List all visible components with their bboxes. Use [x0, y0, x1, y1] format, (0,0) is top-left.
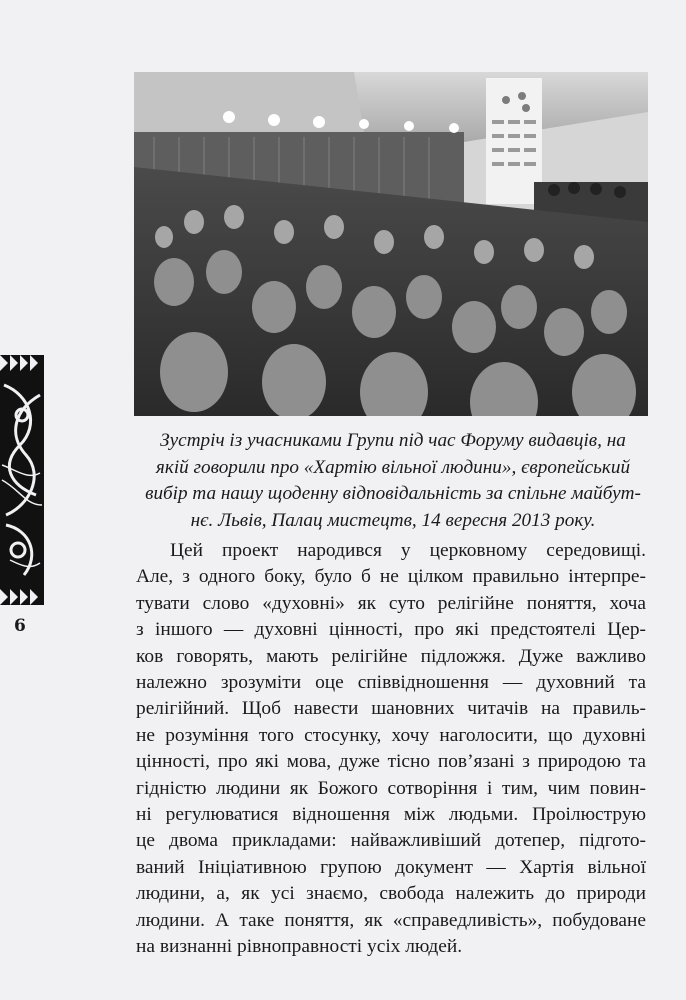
text-line: ков говорять, мають релігійне підложжя. Дуже важливо [136, 645, 646, 667]
text-line: ваний Ініціативною групою документ — Хартія вільної [136, 856, 646, 878]
forum-hall-photo [134, 72, 648, 416]
caption-line: нє. Львів, Палац мистецтв, 14 вересня 2013 року. [190, 509, 596, 531]
text-line: людини. А таке поняття, як «справедливість», побудоване [136, 909, 646, 931]
text-line: релігійний. Щоб навести шановних читачів на правиль- [136, 698, 646, 720]
text-line: це двома прикладами: найважливіший дотепер, підгото- [136, 830, 646, 852]
text-line: ні регулюватися відношення між людьми. Проілюструю [136, 804, 646, 826]
text-line: Але, з одного боку, було б не цілком правильно інтерпре- [136, 566, 646, 588]
text-line: людини, а, як усі знаємо, свобода належить до природи [136, 883, 646, 905]
decorative-ornament-icon [0, 355, 44, 605]
caption-line: вибір та нашу щоденну відповідальність за спільне майбут- [145, 483, 641, 504]
text-line: на визнанні рівноправності усіх людей. [136, 936, 463, 958]
text-line: цінності, про які мова, дуже тісно пов’язані з природою та [136, 751, 646, 773]
main-paragraph [136, 538, 646, 961]
text-line: Цей проект народився у церковному середовищі. [170, 540, 646, 561]
text-line: належно зрозуміти оце співвідношення — духовний та [136, 672, 646, 694]
text-line: гідністю людини як Божого сотворіння і тим, чим повин- [136, 777, 646, 799]
caption-line: Зустріч із учасниками Групи під час Форуму видавців, на [160, 430, 626, 451]
text-line: тувати слово «духовні» як суто релігійне поняття, хоча [136, 592, 646, 614]
text-line: з іншого — духовні цінності, про які предстоятелі Цер- [136, 619, 646, 641]
caption-line: якій говорили про «Хартію вільної людини», європейський [155, 456, 631, 478]
page-number: 6 [14, 616, 26, 636]
photo-caption [136, 428, 650, 534]
text-line: не розуміння того стосунку, хочу наголосити, що духовні [136, 724, 646, 746]
